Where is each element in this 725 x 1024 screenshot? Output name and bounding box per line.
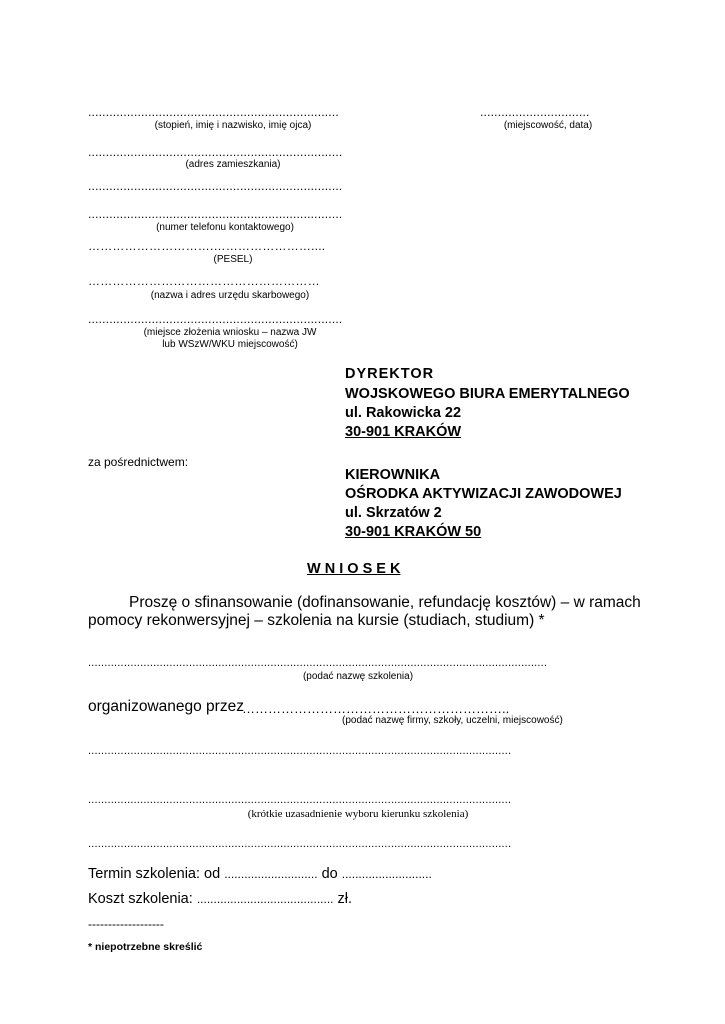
place-date-dots: ............................... <box>480 105 590 119</box>
request-line2: pomocy rekonwersyjnej – szkolenia na kursie (studiach, studium) * <box>88 612 545 629</box>
recipient-line2: WOJSKOWEGO BIURA EMERYTALNEGO <box>345 386 630 402</box>
name-dots: ....................................................................... <box>88 105 339 119</box>
via-label: za pośrednictwem: <box>88 455 189 469</box>
term-row <box>88 866 432 882</box>
training-name-caption: (podać nazwę szkolenia) <box>302 671 414 682</box>
training-name-dots: ............................................................................................................................................. <box>88 657 548 669</box>
address2-dots: ........................................................................ <box>88 179 343 193</box>
recipient-line4: 30-901 KRAKÓW <box>345 424 462 440</box>
name-caption: (stopień, imię i nazwisko, imię ojca) <box>154 120 312 131</box>
extra-dots-3: .................................................................................................................................. <box>88 838 512 850</box>
submission-place-dots: ........................................................................ <box>88 312 343 326</box>
phone-caption: (numer telefonu kontaktowego) <box>156 222 294 233</box>
organizer-caption: (podać nazwę firmy, szkoły, uczelni, miejscowość) <box>342 715 563 726</box>
intermediary-line4: 30-901 KRAKÓW 50 <box>345 524 482 540</box>
request-line1: Proszę o sfinansowanie (dofinansowanie, refundację kosztów) – w ramach <box>129 594 641 611</box>
recipient-line3: ul. Rakowicka 22 <box>345 405 462 421</box>
intermediary-line3: ul. Skrzatów 2 <box>345 505 442 521</box>
term-label: Termin szkolenia: od <box>88 866 221 882</box>
pesel-dots: ………………………….…………………….... <box>88 239 326 253</box>
term-from-dots: ............................ <box>224 867 318 881</box>
tax-office-dots: ………………………………………………… <box>88 274 320 288</box>
intermediary-line1: KIEROWNIKA <box>345 467 441 483</box>
tax-office-caption: (nazwa i adres urzędu skarbowego) <box>150 290 310 301</box>
recipient-line1: DYREKTOR <box>345 366 435 382</box>
address-dots: ........................................................................ <box>88 145 343 159</box>
separator: ------------------- <box>88 917 164 931</box>
address-caption: (adres zamieszkania) <box>185 159 281 170</box>
cost-unit: zł. <box>337 891 353 907</box>
term-to-dots: ........................... <box>341 867 432 881</box>
submission-place-caption-1: (miejsce złożenia wniosku – nazwa JW <box>143 327 317 338</box>
organizer-dots: …………………………………………………….. <box>242 701 510 716</box>
organized-label: organizowanego przez <box>88 698 244 715</box>
pesel-caption: (PESEL) <box>213 254 253 265</box>
cost-dots: ......................................... <box>196 892 334 906</box>
submission-place-caption-2: lub WSzW/WKU miejscowość) <box>162 339 298 350</box>
extra-dots-1: .................................................................................................................................. <box>88 745 512 757</box>
term-to-label: do <box>321 866 338 882</box>
place-date-caption: (miejscowość, data) <box>503 120 593 131</box>
intermediary-line2: OŚRODKA AKTYWIZACJI ZAWODOWEJ <box>345 486 622 502</box>
cost-label: Koszt szkolenia: <box>88 891 193 907</box>
justification-caption: (krótkie uzasadnienie wyboru kierunku szkolenia) <box>247 808 469 820</box>
document-title: W N I O S E K <box>307 561 401 577</box>
footnote: * niepotrzebne skreślić <box>88 941 203 953</box>
phone-dots: ........................................................................ <box>88 207 343 221</box>
justification-dots: .................................................................................................................................. <box>88 794 512 806</box>
cost-row <box>88 891 352 907</box>
